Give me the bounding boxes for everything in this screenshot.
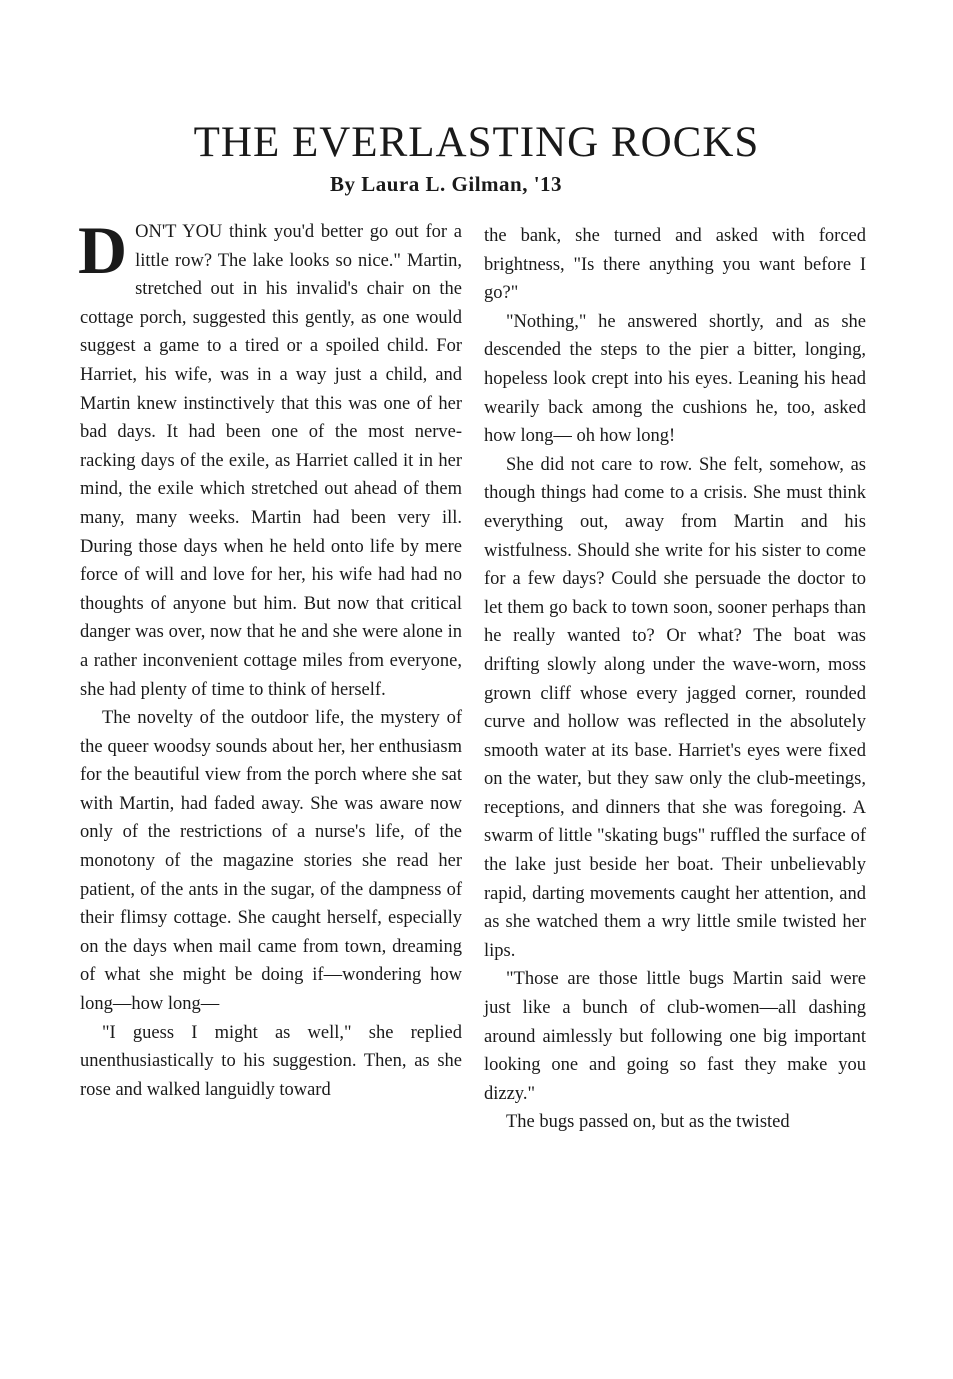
paragraph: the bank, she turned and asked with forced brightness, "Is there anything you want before I go?" — [484, 226, 866, 304]
article-byline: By Laura L. Gilman, '13 — [330, 172, 563, 196]
paragraph: "Nothing," he answered shortly, and as she descended the steps to the pier a bitter, longing, hopeless look crept into his eyes. Leaning his head wearily back among the cushions he, too, asked how long— oh how long! — [484, 311, 866, 447]
paragraph-text: ON'T YOU think you'd better go out for a little row? The lake looks so nice." Martin, stretched out in his invalid's chair on the cottage porch, suggested this gently, as one would suggest a game to a tired or a spoiled child. For Harriet, his wife, was in a way just a child, and Martin knew instinctively that this was one of her bad days. It had been one of the most nerve-racking days of the exile, as Harriet called it in her mind, the exile which stretched out ahead of them many, many weeks. Martin had been very ill. During those days when he held onto life by mere force of will and love for her, his wife had had no thoughts of anyone but him. But now that critical danger was over, now that he and she were alone in a rather inconvenient cottage miles from everyone, she had plenty of time to think of herself. — [80, 222, 462, 700]
paragraph: "Those are those little bugs Martin said were just like a bunch of club-women—all dashing around aimlessly but following one big important looking one and going so fast they make you dizzy." — [484, 969, 866, 1104]
paragraph: She did not care to row. She felt, somehow, as though things had come to a crisis. She must think everything out, away from Martin and his wistfulness. Should she write for his sister to come for a few days? Could she persuade the doctor to let them go back to town soon, sooner perhaps than he really wanted to? Or what? The boat was drifting slowly along under the wave-worn, moss grown cliff whose every jagged corner, rounded curve and hollow was reflected in the absolutely smooth water at its base. Harriet's eyes were fixed on the water, but they saw only the club-meetings, receptions, and dinners that she was foregoing. A swarm of little "skating bugs" ruffled the surface of the lake just beside her boat. Their unbelievably rapid, darting movements caught her attention, and as she watched them a wry little smile twisted her lips. — [484, 454, 866, 961]
paragraph: "I guess I might as well," she replied unenthusiastically to his suggestion. Then, as she rose and walked languidly toward — [80, 1022, 462, 1100]
drop-cap: D — [78, 212, 128, 288]
paragraph: The bugs passed on, but as the twisted — [506, 1112, 790, 1133]
paragraph: The novelty of the outdoor life, the mystery of the queer woodsy sounds about her, her enthusiasm for the beautiful view from the porch where she sat with Martin, had faded away. She was aware now only of the restrictions of a nurse's life, of the monotony of the magazine stories she read her patient, of the ants in the sugar, of the dampness of their flimsy cottage. She caught herself, especially on the days when mail came from town, dreaming of what she might be doing if—wondering how long—how long— — [80, 708, 462, 1015]
article-title: THE EVERLASTING ROCKS — [193, 119, 760, 166]
right-column — [484, 222, 866, 1137]
left-column — [78, 212, 462, 1104]
paragraph — [78, 212, 462, 704]
